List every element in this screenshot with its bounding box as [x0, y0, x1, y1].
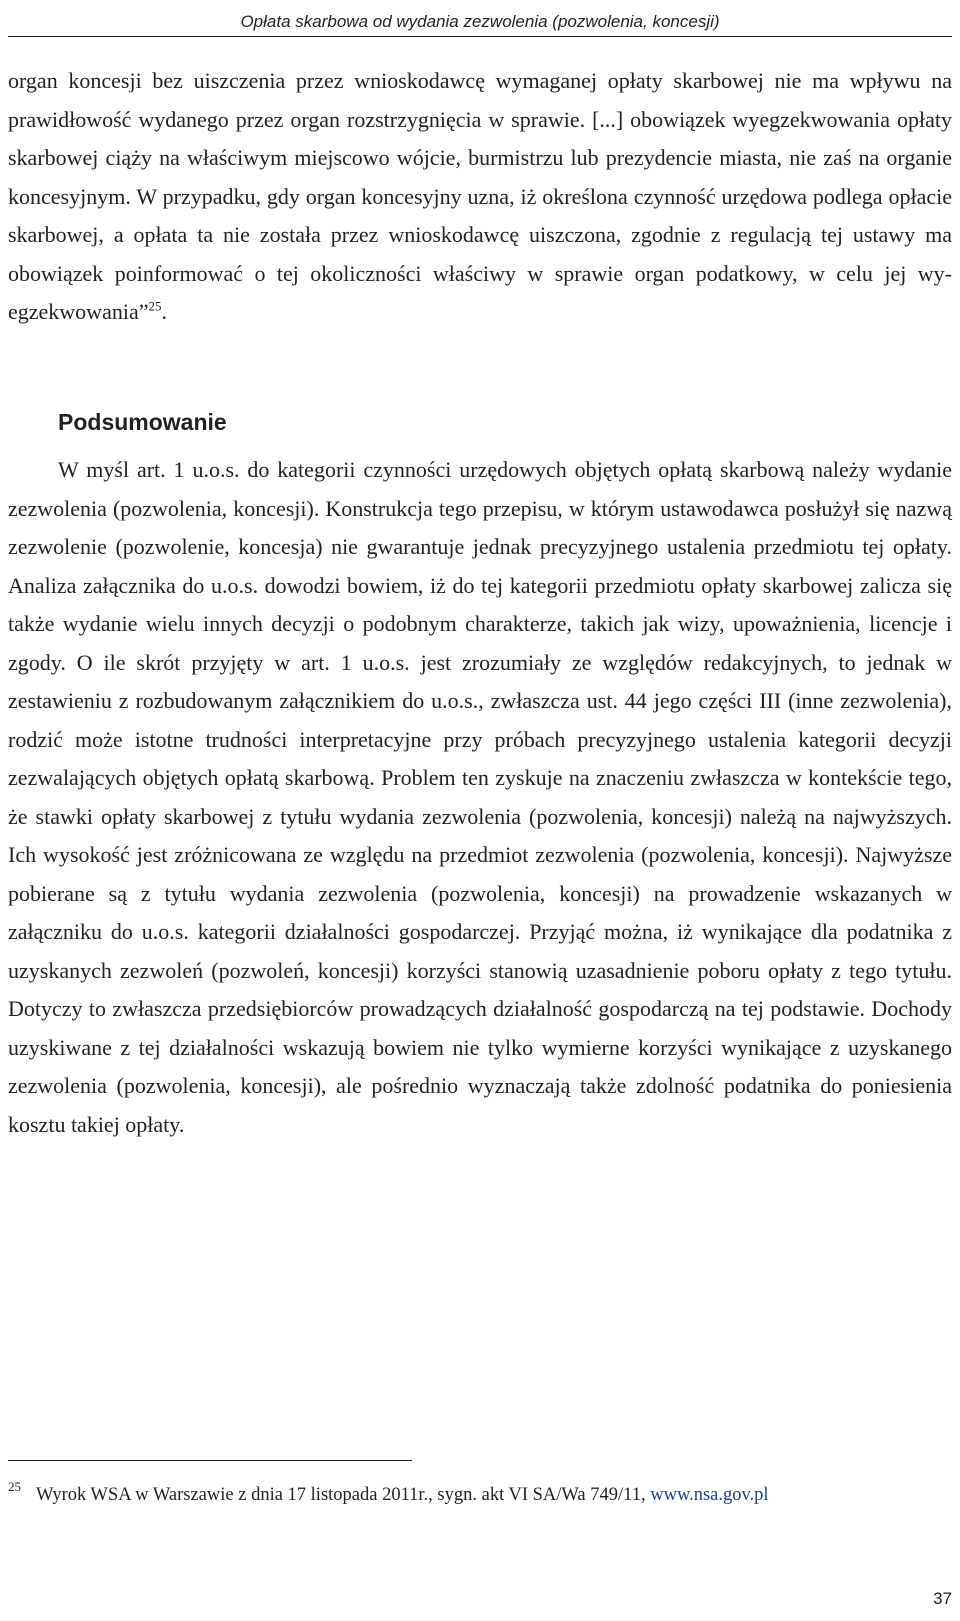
footnote-rule	[8, 1460, 412, 1461]
paragraph-tail: .	[161, 299, 167, 324]
footnote-number: 25	[8, 1479, 21, 1494]
running-header: Opłata skarbowa od wydania zezwolenia (pozwolenia, koncesji)	[240, 12, 720, 31]
summary-paragraph	[8, 451, 952, 1144]
footnote-text	[36, 1482, 769, 1508]
paragraph-text: organ koncesji bez uiszczenia przez wnioskodawcę wymaganej opłaty skarbowej nie ma wpływu na prawidłowość wydanego przez organ rozstrzygnięcia w sprawie. [...] obowiązek wyegzekwowania opłaty skarbowej ciąży na właściwym miejscowo wójcie, burmistrzu lub prezydencie miasta, nie zaś na organie koncesyjnym. W przypadku, gdy organ koncesyjny uzna, iż określona czynność urzędowa podlega opłacie skarbowej, a opłata ta nie została przez wnioskodawcę uiszczona, zgodnie z regulacją tej ustawy ma obowiązek poinformować o tej okoliczności właściwy w sprawie organ podatkowy, w celu jej wyegzekwowania”	[8, 68, 952, 324]
footnote-reference[interactable]: 25	[148, 298, 162, 314]
footnote-body: Wyrok WSA w Warszawie z dnia 17 listopada 2011r., sygn. akt VI SA/Wa 749/11,	[36, 1485, 651, 1505]
section-heading: Podsumowanie	[58, 409, 227, 435]
paragraph-continuation	[8, 62, 952, 332]
header-rule	[8, 36, 952, 37]
footnote-link[interactable]: www.nsa.gov.pl	[650, 1485, 769, 1505]
summary-text: W myśl art. 1 u.o.s. do kategorii czynności urzędowych objętych opłatą skarbową należy wydanie zezwolenia (pozwolenia, koncesji). Konstrukcja tego przepisu, w którym ustawodawca posłużył się nazwą zezwolenie (pozwolenie, koncesja) nie gwarantuje jednak precyzyjnego ustalenia przedmiotu tej opłaty. Analiza załącznika do u.o.s. dowodzi bowiem, iż do tej kategorii przedmiotu opłaty skarbowej zalicza się także wydanie wielu innych decyzji o podobnym charakterze, takich jak wizy, upoważnienia, licencje i zgody. O ile skrót przyjęty w art. 1 u.o.s. jest zrozumiały ze względów redakcyjnych, to jednak w zestawieniu z rozbudowanym załącznikiem do u.o.s., zwłaszcza ust. 44 jego części III (inne zezwolenia), rodzić może istotne trudności interpretacyjne przy próbach precyzyjnego ustalenia kategorii decyzji zezwalających objętych opłatą skarbową. Problem ten zyskuje na znaczeniu zwłaszcza w kontekście tego, że stawki opłaty skarbowej z tytułu wydania zezwolenia (pozwolenia, koncesji) należą na najwyższych. Ich wysokość jest zróżnicowana ze względu na przedmiot zezwolenia (pozwolenia, koncesji). Najwyższe pobierane są z tytułu wydania zezwolenia (pozwolenia, koncesji) na prowadzenie wskazanych w załączniku do u.o.s. kategorii działalności gospodarczej. Przyjąć można, iż wynikające dla podatnika z uzyskanych zezwoleń (pozwoleń, koncesji) korzyści stanowią uzasadnienie poboru opłaty z tego tytułu. Dotyczy to zwłaszcza przedsiębiorców prowadzących działalność gospodarczą na tej podstawie. Dochody uzyskiwane z tej działalności wskazują bowiem nie tylko wymierne korzyści wynikające z uzyskanego zezwolenia (pozwolenia, koncesji), ale pośrednio wyznaczają także zdolność podatnika do poniesienia kosztu takiej opłaty.	[8, 457, 952, 1137]
page-number: 37	[933, 1589, 952, 1608]
